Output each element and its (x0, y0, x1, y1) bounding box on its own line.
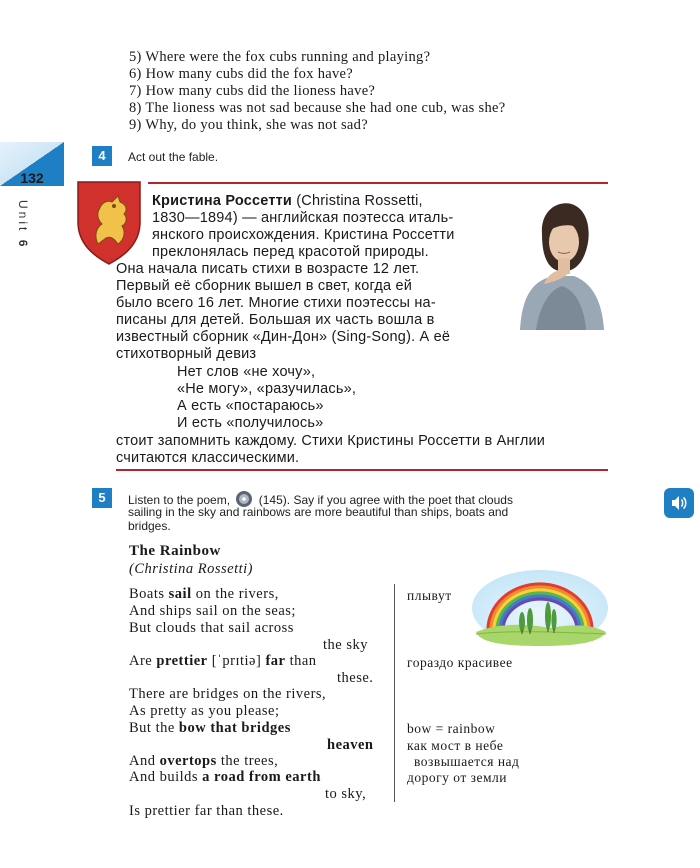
motto-line-1: Нет слов «не хочу», (177, 364, 316, 380)
bio-line-9: известный сборник «Дин-Дон» (Sing-Song). А её (116, 329, 451, 345)
gloss-prettier-far: гораздо красивее (407, 655, 513, 670)
poem-line-9a: But the (129, 720, 179, 736)
poem-line-11c: the trees, (216, 753, 279, 769)
motto-line-4: И есть «получилось» (177, 415, 324, 431)
question-7: 7) How many cubs did the lioness have? (129, 83, 376, 99)
bio-line-1-text: (Christina Rossetti, (292, 193, 423, 209)
poem-line-8: As pretty as you please; (129, 703, 280, 719)
unit-word: Unit (16, 200, 30, 234)
poem-line-3: But clouds that sail across (129, 620, 294, 636)
poem-line-7: There are bridges on the rivers, (129, 686, 327, 702)
question-5: 5) Where were the fox cubs running and playing? (129, 49, 431, 65)
bio-line-4: преклонялась перед красотой природы. (152, 244, 429, 260)
bio-closing-1: стоит запомнить каждому. Стихи Кристины Россетти в Англии (116, 433, 546, 449)
poem-line-2: And ships sail on the seas; (129, 603, 296, 619)
poem-title: The Rainbow (129, 543, 221, 559)
motto-line-3: А есть «постараюсь» (177, 398, 324, 414)
poem-author: (Christina Rossetti) (129, 561, 253, 577)
poem-line-1b: sail (168, 586, 192, 602)
bio-line-2: 1830—1894) — английская поэтесса италь- (152, 210, 454, 226)
speaker-icon (664, 488, 694, 518)
unit-label (16, 200, 30, 249)
task-4-badge: 4 (92, 146, 112, 166)
gloss-sail: плывут (407, 588, 452, 603)
gloss-road: дорогу от земли (407, 770, 507, 785)
task-5-text-before: Listen to the poem, (128, 493, 231, 507)
bio-top-rule (148, 182, 608, 184)
shield-emblem-icon (74, 178, 144, 266)
poem-line-5d: far (265, 653, 286, 669)
poem-line-5b: prettier (156, 653, 208, 669)
poem-line-11b: overtops (159, 753, 217, 769)
poem-line-1c: on the rivers, (191, 586, 279, 602)
poem-line-10: heaven (327, 737, 374, 753)
task-5-track: (145). (258, 493, 291, 507)
poem-line-4: the sky (323, 637, 368, 653)
poem-line-9b: bow that bridges (178, 720, 291, 736)
bio-line-5: Она начала писать стихи в возрасте 12 лет. (116, 261, 420, 277)
question-9: 9) Why, do you think, she was not sad? (129, 117, 368, 133)
bio-line-8: писаны для детей. Большая их часть вошла в (116, 312, 435, 328)
task-5-line-2: sailing in the sky and rainbows are more beautiful than ships, boats and (128, 504, 509, 519)
glossary-divider (394, 584, 395, 802)
audio-button[interactable] (664, 488, 694, 518)
poem-line-11 (129, 753, 278, 770)
poem-line-12 (129, 769, 321, 786)
bio-name: Кристина Россетти (152, 193, 293, 209)
page-number: 132 (20, 170, 44, 186)
gloss-overtops: возвышается над (414, 754, 520, 769)
poem-line-12a: And builds (129, 769, 203, 785)
poem-line-12b: a road from earth (202, 769, 321, 785)
bio-line-7: было всего 16 лет. Многие стихи поэтессы на- (116, 295, 436, 311)
bio-closing-2: считаются классическими. (116, 450, 300, 466)
task-5-text-after: Say if you agree with the poet that clouds (293, 493, 513, 507)
bio-line-1 (152, 193, 423, 210)
poem-line-9 (129, 720, 291, 737)
poem-line-1 (129, 586, 279, 603)
poem-line-1a: Boats (129, 586, 169, 602)
unit-number: 6 (16, 239, 30, 250)
bio-bottom-rule (116, 469, 608, 471)
question-6: 6) How many cubs did the fox have? (129, 66, 354, 82)
poem-line-5a: Are (129, 653, 157, 669)
task-5-badge: 5 (92, 488, 112, 508)
poem-line-14: Is prettier far than these. (129, 803, 284, 819)
portrait-image (514, 194, 608, 330)
gloss-bow: bow = rainbow (407, 721, 496, 736)
motto-line-2: «Не могу», «разучилась», (177, 381, 357, 397)
poem-line-5e: than (285, 653, 317, 669)
poem-line-5 (129, 653, 317, 670)
question-8: 8) The lioness was not sad because she had one cub, was she? (129, 100, 506, 116)
bio-line-10: стихотворный девиз (116, 346, 257, 362)
bio-line-6: Первый её сборник вышел в свет, когда ей (116, 278, 413, 294)
poem-line-13: to sky, (325, 786, 367, 802)
gloss-bridges-heaven: как мост в небе (407, 738, 504, 753)
rainbow-illustration-icon (470, 566, 610, 646)
task-5-line-3: bridges. (128, 519, 171, 533)
bio-line-3: янского происхождения. Кристина Россетти (152, 227, 455, 243)
task-4-text: Act out the fable. (128, 150, 219, 164)
poem-line-6: these. (337, 670, 374, 686)
poem-line-5c: [ˈprɪtiə] (207, 653, 266, 669)
poem-line-11a: And (129, 753, 160, 769)
